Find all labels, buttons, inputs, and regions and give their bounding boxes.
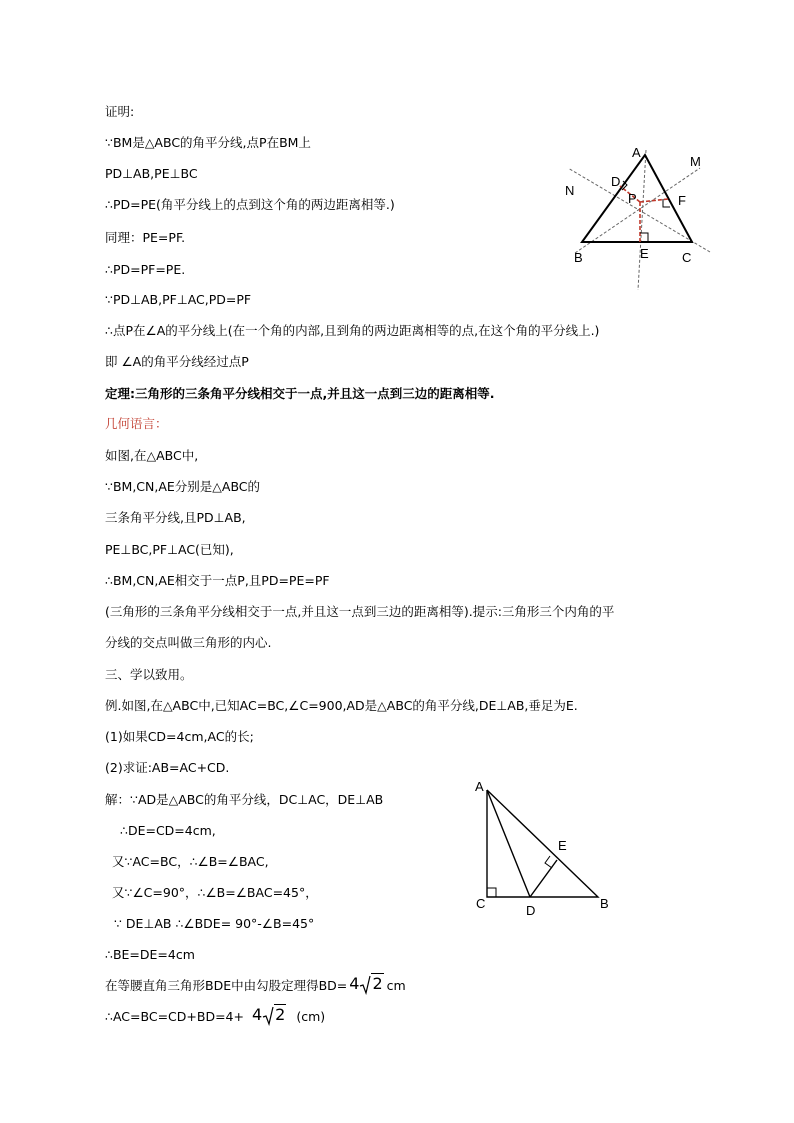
unit: cm [386, 978, 406, 993]
text-line: 分线的交点叫做三角形的内心. [105, 635, 272, 650]
figure-angle-bisectors [540, 140, 720, 295]
label-m: M [690, 154, 701, 169]
text-line: 如图,在△ABC中, [105, 448, 199, 463]
label-c: C [476, 896, 486, 911]
text-line: ∵PD⊥AB,PF⊥AC,PD=PF [105, 292, 252, 307]
solution-line: 解：∵AD是△ABC的角平分线，DC⊥AC，DE⊥AB [105, 792, 384, 807]
example-statement: 例.如图,在△ABC中,已知AC=BC,∠C=900,AD是△ABC的角平分线,DE⊥AB,垂足为E. [105, 698, 578, 713]
radical-sign-icon [359, 975, 371, 995]
text-line: 三条角平分线,且PD⊥AB, [105, 510, 246, 525]
text-line: ∴点P在∠A的平分线上(在一个角的内部,且到角的两边距离相等的点,在这个角的平分线上.) [105, 323, 600, 338]
proof-heading: 证明: [105, 104, 135, 119]
right-angle-mark [545, 856, 552, 868]
solution-line: ∴DE=CD=4cm, [120, 823, 216, 838]
text-line: PE⊥BC,PF⊥AC(已知), [105, 542, 234, 557]
bisector-line-cn [568, 168, 710, 252]
radical-sign-icon [262, 1006, 274, 1026]
sqrt-radicand: 2 [275, 1005, 286, 1025]
label-e: E [558, 838, 567, 853]
label-b: B [600, 896, 609, 911]
sqrt-radicand: 2 [372, 974, 383, 994]
label-a: A [632, 145, 641, 160]
bd-text: 在等腰直角三角形BDE中由勾股定理得BD= [105, 978, 348, 993]
text-line: (三角形的三条角平分线相交于一点,并且这一点到三边的距离相等).提示:三角形三个内角的平 [105, 604, 615, 619]
text-line: (1)如果CD=4cm,AC的长; [105, 729, 254, 744]
sqrt-expression [349, 974, 383, 995]
text-line: 同理：PE=PF. [105, 230, 186, 245]
solution-line: ∵ DE⊥AB ∴∠BDE= 90°-∠B=45° [114, 916, 315, 931]
label-a: A [475, 779, 484, 794]
label-c: C [682, 250, 692, 265]
label-d: D [611, 174, 621, 189]
label-p: P [628, 191, 637, 206]
text-line: (2)求证:AB=AC+CD. [105, 760, 230, 775]
label-n: N [565, 183, 575, 198]
solution-line-ac [105, 1007, 325, 1028]
label-b: B [574, 250, 583, 265]
label-e: E [640, 246, 649, 261]
right-angle-mark [487, 888, 496, 897]
theorem-statement: 定理:三角形的三条角平分线相交于一点,并且这一点到三边的距离相等. [105, 386, 495, 401]
sqrt-expression [252, 1005, 286, 1026]
text-line: ∴PD=PE(角平分线上的点到这个角的两边距离相等.) [105, 197, 395, 212]
triangle-abc [582, 155, 692, 242]
text-line: ∴PD=PF=PE. [105, 262, 186, 277]
text-line: PD⊥AB,PE⊥BC [105, 166, 198, 181]
segment-de [530, 860, 557, 897]
solution-line-bd [105, 976, 406, 997]
solution-line: ∴BE=DE=4cm [105, 947, 195, 962]
segment-ad [487, 790, 530, 897]
label-f: F [678, 193, 686, 208]
solution-line: 又∵AC=BC，∴∠B=∠BAC, [112, 854, 269, 869]
text-line: ∵BM是△ABC的角平分线,点P在BM上 [105, 135, 311, 150]
sqrt-coefficient: 4 [251, 1005, 263, 1025]
section-heading: 几何语言： [105, 416, 168, 431]
text-line: ∴BM,CN,AE相交于一点P,且PD=PE=PF [105, 573, 330, 588]
solution-line: 又∵∠C=90°，∴∠B=∠BAC=45°， [112, 885, 318, 900]
bisector-line-bm [575, 168, 700, 253]
unit: (cm) [296, 1009, 326, 1024]
section-heading: 三、学以致用。 [105, 667, 193, 682]
figure-right-triangle [470, 775, 615, 920]
sqrt-coefficient: 4 [349, 974, 360, 994]
text-line: 即 ∠A的角平分线经过点P [105, 354, 249, 369]
label-d: D [526, 903, 536, 918]
text-line: ∵BM,CN,AE分别是△ABC的 [105, 479, 261, 494]
ac-text: ∴AC=BC=CD+BD=4+ [105, 1009, 244, 1024]
